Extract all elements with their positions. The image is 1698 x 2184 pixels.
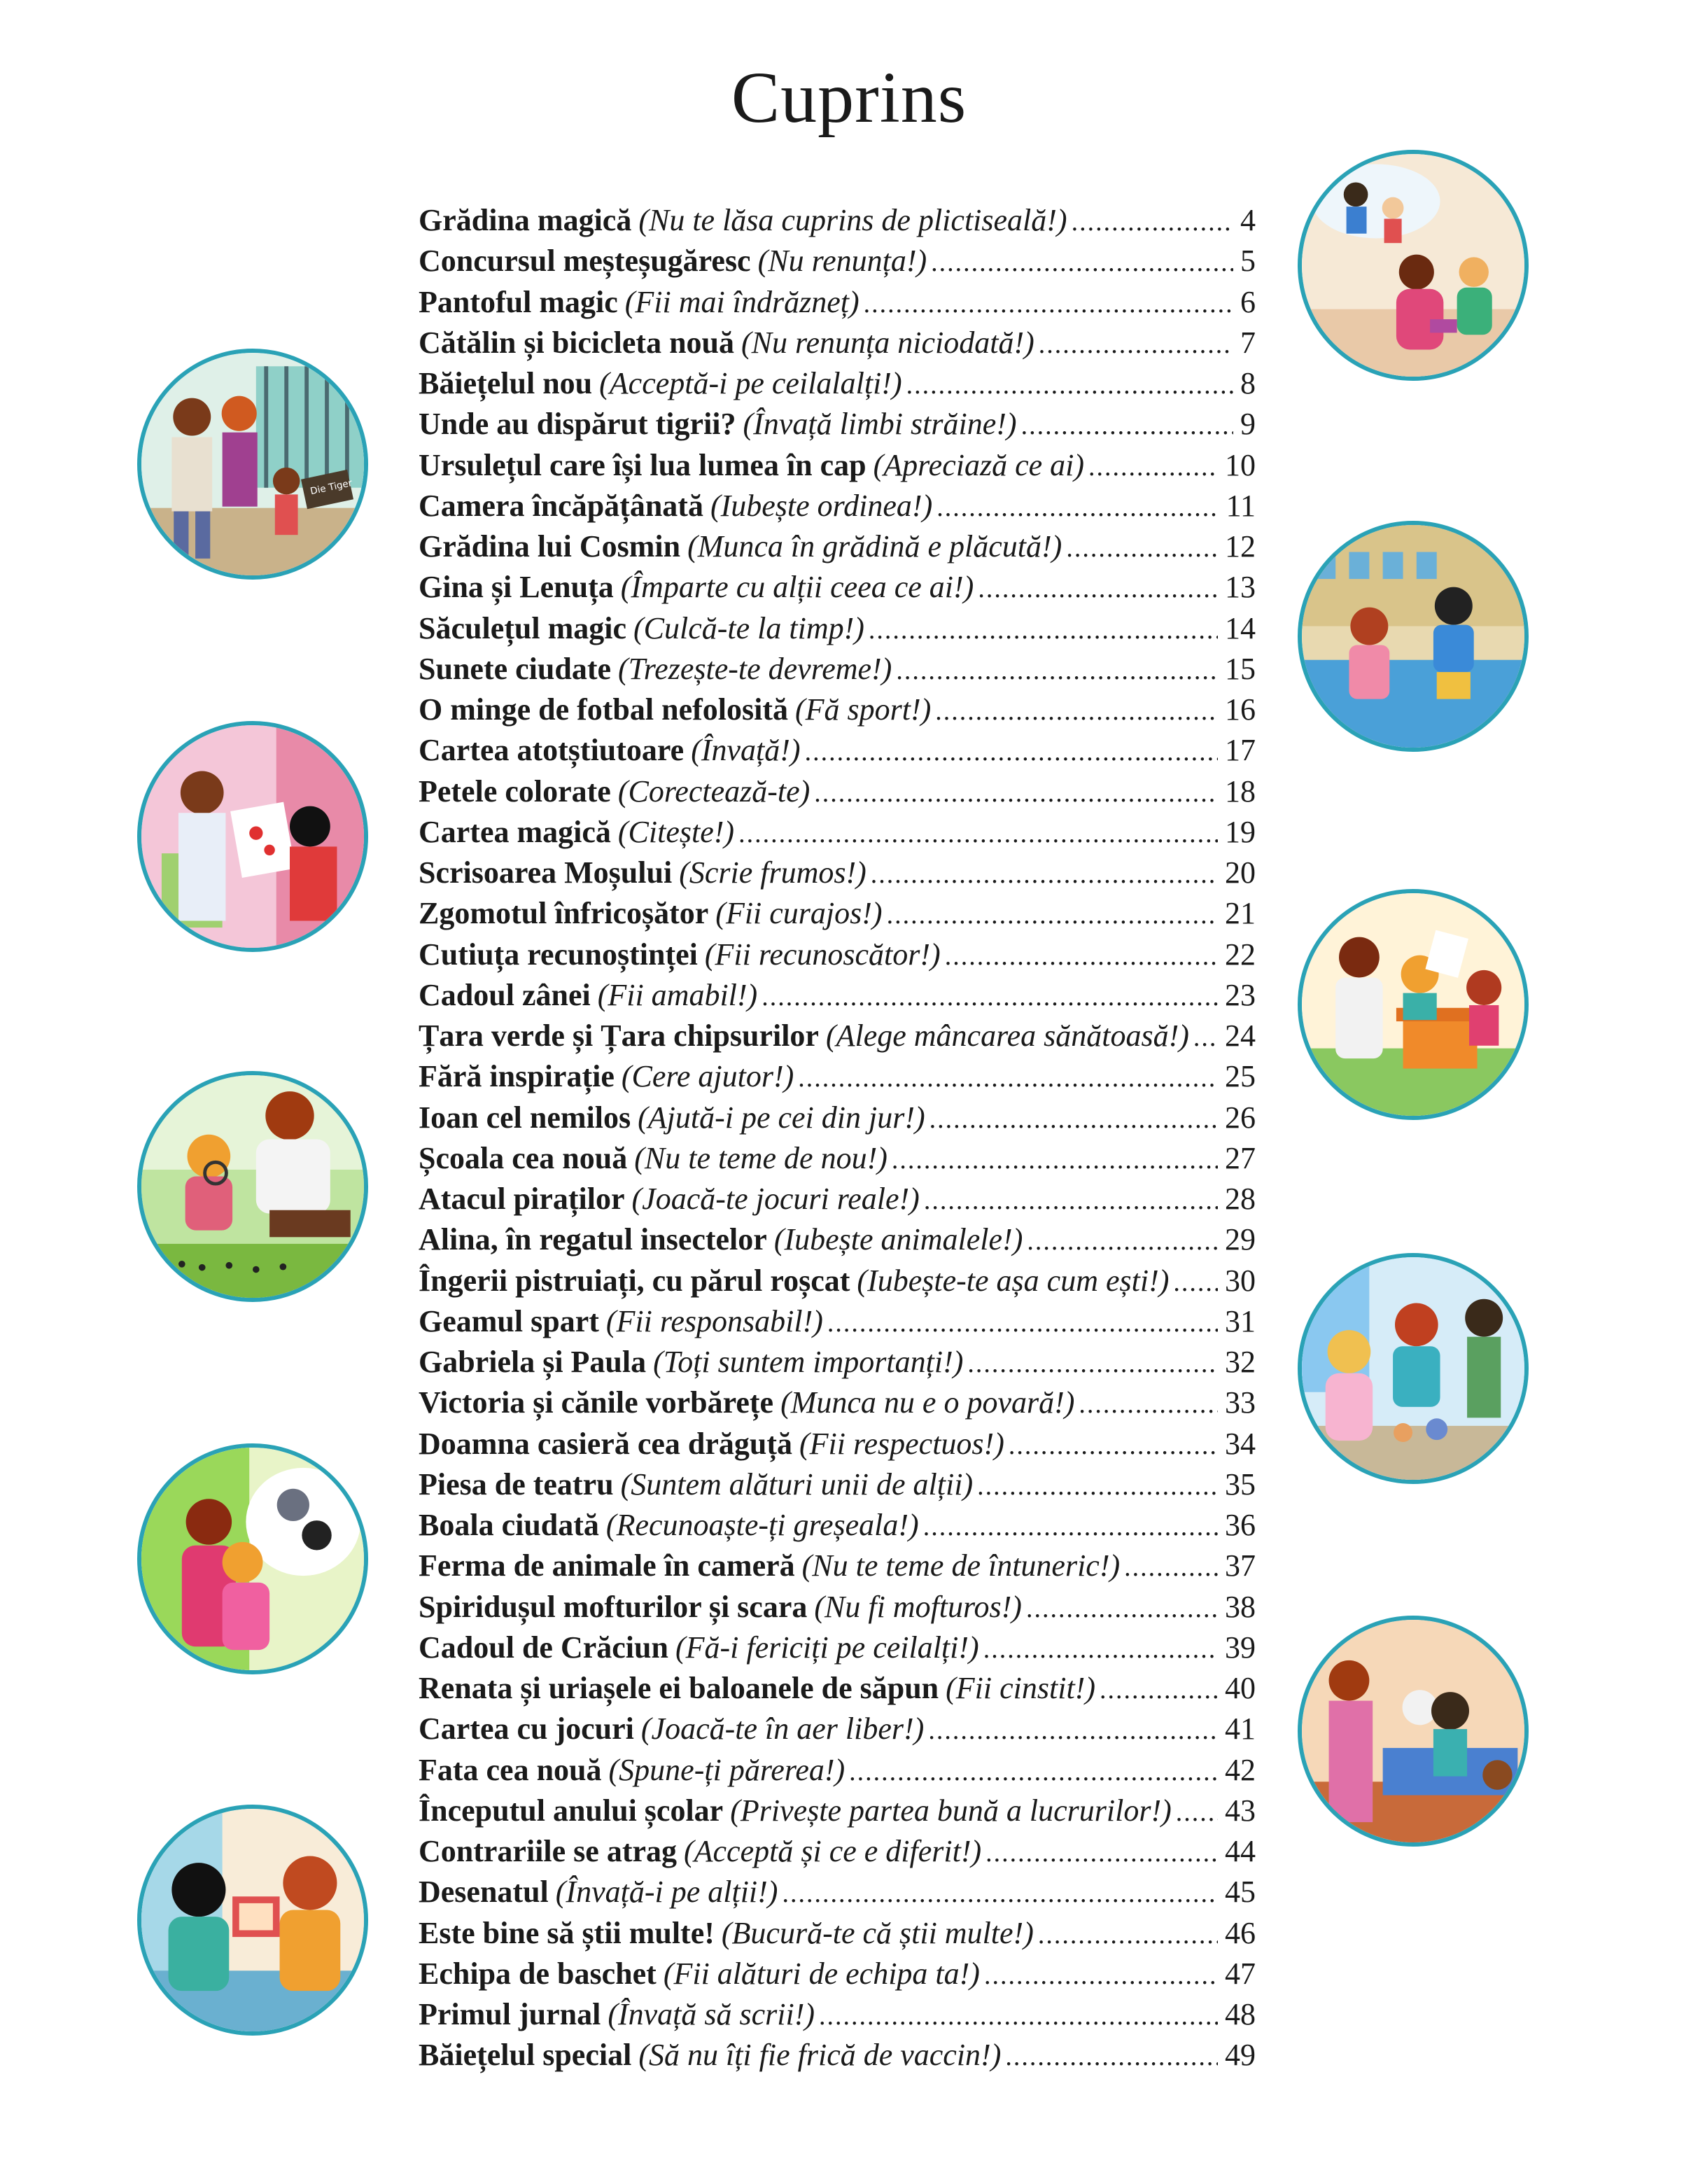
story-moral: (Iubește animalele!) <box>773 1222 1023 1257</box>
story-title: Pantoful magic <box>419 284 618 319</box>
story-moral: (Acceptă și ce e diferit!) <box>684 1834 982 1868</box>
dot-leader <box>1193 1017 1218 1056</box>
dot-leader <box>887 895 1218 934</box>
toc-entry[interactable] <box>419 1301 1256 1342</box>
page-number: 32 <box>1225 1345 1256 1379</box>
page-number: 38 <box>1225 1589 1256 1624</box>
page-number: 4 <box>1240 203 1256 237</box>
page-number: 19 <box>1225 814 1256 849</box>
dot-leader <box>924 1180 1218 1219</box>
story-title: Școala cea nouă <box>419 1140 628 1175</box>
dot-leader <box>896 650 1218 690</box>
story-title: Cartea atotștiutoare <box>419 733 685 768</box>
page-number: 13 <box>1225 570 1256 605</box>
page-number: 10 <box>1225 447 1256 482</box>
dot-leader <box>923 1506 1218 1546</box>
story-title: Grădina lui Cosmin <box>419 529 681 564</box>
page-number: 41 <box>1225 1712 1256 1746</box>
dot-leader <box>984 1955 1218 1994</box>
dot-leader <box>869 610 1218 649</box>
story-moral: (Fii cinstit!) <box>946 1671 1095 1705</box>
story-moral: (Apreciază ce ai) <box>873 447 1085 482</box>
toc-entry[interactable] <box>419 1342 1256 1382</box>
story-title: Desenatul <box>419 1875 549 1910</box>
toc-entry[interactable] <box>419 404 1256 444</box>
story-moral: (Recunoaște-ți greșeala!) <box>605 1508 919 1542</box>
toc-entry[interactable] <box>419 1709 1256 1749</box>
page-number: 35 <box>1225 1466 1256 1502</box>
page-number: 30 <box>1225 1263 1256 1298</box>
story-title: Boala ciudată <box>419 1508 599 1542</box>
dot-leader <box>1088 447 1218 486</box>
story-title: Este bine să știi multe! <box>419 1915 715 1950</box>
story-moral: (Toți suntem importanți!) <box>653 1345 964 1379</box>
page-number: 25 <box>1225 1059 1256 1094</box>
story-moral: (Să nu îți fie frică de vaccin!) <box>638 2038 1002 2073</box>
dot-leader <box>1039 324 1233 363</box>
dot-leader <box>936 487 1219 526</box>
story-title: Scrisoarea Moșului <box>419 855 673 890</box>
story-title: Sunete ciudate <box>419 651 611 686</box>
page-number: 34 <box>1225 1426 1256 1461</box>
dot-leader <box>931 242 1233 281</box>
story-moral: (Nu renunța niciodată!) <box>741 325 1034 360</box>
toc-entry[interactable] <box>419 1505 1256 1546</box>
toc-entry[interactable] <box>419 1016 1256 1056</box>
story-title: Atacul piraților <box>419 1182 625 1216</box>
dot-leader <box>805 732 1218 771</box>
toc-entry[interactable] <box>419 853 1256 893</box>
story-title: O minge de fotbal nefolosită <box>419 692 788 727</box>
story-moral: (Fii alături de echipa ta!) <box>663 1956 980 1991</box>
story-title: Geamul spart <box>419 1303 599 1338</box>
story-title: Cartea cu jocuri <box>419 1712 634 1746</box>
page-number: 6 <box>1240 284 1256 319</box>
story-moral: (Joacă-te în aer liber!) <box>640 1712 925 1746</box>
illustration-gift-box <box>1298 889 1529 1120</box>
story-title: Renata și uriașele ei baloanele de săpun <box>419 1671 939 1705</box>
dot-leader <box>1100 1670 1218 1709</box>
page-number: 31 <box>1225 1303 1256 1338</box>
story-moral: (Fii amabil!) <box>597 977 758 1012</box>
dot-leader <box>819 1996 1218 2035</box>
story-moral: (Învață!) <box>691 733 801 768</box>
page-number: 39 <box>1225 1630 1256 1665</box>
story-title: Doamna casieră cea drăguță <box>419 1426 793 1461</box>
story-moral: (Învață limbi străine!) <box>743 407 1017 442</box>
dot-leader <box>871 854 1218 893</box>
story-moral: (Fii respectuos!) <box>799 1426 1004 1461</box>
page-number: 21 <box>1225 896 1256 931</box>
story-moral: (Alege mâncarea sănătoasă!) <box>825 1018 1189 1053</box>
dot-leader <box>929 1099 1218 1138</box>
story-title: Ursulețul care își lua lumea în cap <box>419 447 866 482</box>
story-moral: (Învață-i pe alții!) <box>555 1875 778 1910</box>
page-number: 37 <box>1225 1548 1256 1583</box>
page-number: 33 <box>1225 1385 1256 1420</box>
dot-leader <box>1009 1425 1218 1464</box>
toc-entry[interactable] <box>419 282 1256 323</box>
illustration-cat-dream <box>137 1443 368 1674</box>
story-moral: (Munca nu e o povară!) <box>780 1385 1075 1420</box>
dot-leader <box>798 1058 1218 1097</box>
page-number: 26 <box>1225 1100 1256 1135</box>
dot-leader <box>782 1873 1218 1912</box>
story-title: Începutul anului școlar <box>419 1793 724 1828</box>
toc-entry[interactable] <box>419 1261 1256 1301</box>
page-number: 9 <box>1240 407 1256 442</box>
page-number: 29 <box>1225 1222 1256 1257</box>
page-number: 46 <box>1225 1915 1256 1950</box>
dot-leader <box>1079 1384 1218 1423</box>
toc-entry[interactable] <box>419 771 1256 812</box>
dot-leader <box>864 284 1233 323</box>
toc-entry[interactable] <box>419 323 1256 363</box>
illustration-kids-photo <box>137 1805 368 2036</box>
illustration-dolls-toys <box>1298 1253 1529 1484</box>
story-moral: (Corectează-te) <box>617 774 811 808</box>
story-title: Gina și Lenuța <box>419 570 614 605</box>
page-number: 28 <box>1225 1182 1256 1216</box>
story-moral: (Fii curajos!) <box>715 896 883 931</box>
toc-entry[interactable] <box>419 1098 1256 1138</box>
dot-leader <box>1176 1792 1218 1831</box>
dot-leader <box>762 976 1218 1016</box>
page-number: 43 <box>1225 1793 1256 1828</box>
toc-entry[interactable] <box>419 363 1256 404</box>
page-title: Cuprins <box>731 57 967 138</box>
story-title: Îngerii pistruiați, cu părul roșcat <box>419 1263 850 1298</box>
story-moral: (Împarte cu alții ceea ce ai!) <box>620 570 974 605</box>
toc-entry[interactable] <box>419 1791 1256 1831</box>
story-title: Fata cea nouă <box>419 1752 602 1787</box>
story-moral: (Spune-ți părerea!) <box>608 1752 846 1787</box>
page-number: 23 <box>1225 977 1256 1012</box>
table-of-contents <box>419 200 1256 2076</box>
story-title: Țara verde și Țara chipsurilor <box>419 1018 819 1053</box>
page-number: 42 <box>1225 1752 1256 1787</box>
story-moral: (Joacă-te jocuri reale!) <box>631 1182 920 1216</box>
page-number: 8 <box>1240 366 1256 400</box>
dot-leader <box>1038 1914 1218 1954</box>
dot-leader <box>1005 2036 1218 2076</box>
dot-leader <box>892 1140 1218 1179</box>
illustration-girls-playground <box>1298 521 1529 752</box>
story-title: Contrariile se atrag <box>419 1834 677 1868</box>
story-title: Concursul meșteșugăresc <box>419 244 751 279</box>
story-moral: (Ajută-i pe cei din jur!) <box>638 1100 925 1135</box>
dot-leader <box>738 813 1218 853</box>
story-title: Ioan cel nemilos <box>419 1100 631 1135</box>
toc-entry[interactable] <box>419 486 1256 526</box>
dot-leader <box>935 691 1218 730</box>
toc-entry[interactable] <box>419 1668 1256 1709</box>
story-moral: (Munca în grădină e plăcută!) <box>687 529 1062 564</box>
zoo-sign-text: Die Tiger <box>309 477 353 498</box>
story-moral: (Citește!) <box>617 814 735 849</box>
story-moral: (Privește partea bună a lucrurilor!) <box>730 1793 1172 1828</box>
story-moral: (Acceptă-i pe ceilalalți!) <box>599 366 902 400</box>
story-title: Cartea magică <box>419 814 611 849</box>
story-title: Petele colorate <box>419 774 611 808</box>
story-title: Fără inspirație <box>419 1059 615 1094</box>
story-title: Ferma de animale în cameră <box>419 1548 795 1583</box>
story-title: Victoria și cănile vorbărețe <box>419 1385 774 1420</box>
toc-entry[interactable] <box>419 2035 1256 2076</box>
page-number: 22 <box>1225 937 1256 972</box>
dot-leader <box>967 1343 1218 1382</box>
toc-entry[interactable] <box>419 1424 1256 1464</box>
toc-entry[interactable] <box>419 1750 1256 1791</box>
dot-leader <box>1066 528 1218 567</box>
toc-entry[interactable] <box>419 1587 1256 1628</box>
toc-entry[interactable] <box>419 1872 1256 1912</box>
illustration-magnifying-glass <box>137 1071 368 1302</box>
story-moral: (Fă-i fericiți pe ceilalți!) <box>675 1630 979 1665</box>
toc-entry[interactable] <box>419 1994 1256 2035</box>
page-number: 24 <box>1225 1018 1256 1053</box>
toc-entry[interactable] <box>419 1913 1256 1954</box>
toc-entry[interactable] <box>419 200 1256 241</box>
page-number: 11 <box>1226 488 1256 523</box>
page-number: 15 <box>1225 651 1256 686</box>
story-title: Grădina magică <box>419 203 632 237</box>
dot-leader <box>928 1710 1218 1749</box>
page-number: 48 <box>1225 1997 1256 2031</box>
story-title: Băiețelul special <box>419 2038 632 2073</box>
story-moral: (Nu te lăsa cuprins de plictiseală!) <box>638 203 1067 237</box>
dot-leader <box>945 936 1218 975</box>
toc-entry[interactable] <box>419 812 1256 853</box>
toc-entry[interactable] <box>419 1179 1256 1219</box>
story-title: Cătălin și bicicleta nouă <box>419 325 735 360</box>
story-title: Cadoul de Crăciun <box>419 1630 668 1665</box>
story-moral: (Nu te teme de întuneric!) <box>801 1548 1121 1583</box>
dot-leader <box>1026 1588 1218 1628</box>
story-moral: (Bucură-te că știi multe!) <box>721 1915 1034 1950</box>
dot-leader <box>978 568 1218 608</box>
page-number: 7 <box>1240 325 1256 360</box>
toc-entry[interactable] <box>419 567 1256 608</box>
toc-entry[interactable] <box>419 1546 1256 1586</box>
dot-leader <box>1124 1547 1218 1586</box>
story-moral: (Nu fi mofturos!) <box>814 1589 1022 1624</box>
toc-entry[interactable] <box>419 893 1256 934</box>
story-moral: (Cere ajutor!) <box>621 1059 794 1094</box>
story-moral: (Fă sport!) <box>794 692 932 727</box>
story-title: Echipa de baschet <box>419 1956 657 1991</box>
toc-entry[interactable] <box>419 1954 1256 1994</box>
story-title: Cutiuța recunoștinței <box>419 937 698 972</box>
page-number: 36 <box>1225 1508 1256 1542</box>
toc-entry[interactable] <box>419 934 1256 975</box>
page-number: 14 <box>1225 610 1256 645</box>
story-moral: (Învață să scrii!) <box>608 1997 815 2031</box>
story-moral: (Culcă-te la timp!) <box>633 610 864 645</box>
page-number: 5 <box>1240 244 1256 279</box>
story-moral: (Iubește ordinea!) <box>710 488 933 523</box>
story-title: Primul jurnal <box>419 1997 601 2031</box>
story-moral: (Trezește-te devreme!) <box>618 651 892 686</box>
toc-entry[interactable] <box>419 1056 1256 1097</box>
story-moral: (Suntem alături unii de alții) <box>620 1466 974 1502</box>
story-title: Zgomotul înfricoșător <box>419 896 709 931</box>
dot-leader <box>1027 1221 1218 1260</box>
toc-entry[interactable] <box>419 730 1256 771</box>
toc-entry[interactable] <box>419 975 1256 1016</box>
toc-entry[interactable] <box>419 1382 1256 1423</box>
story-title: Camera încăpățânată <box>419 488 703 523</box>
story-title: Spiridușul mofturilor și scara <box>419 1589 808 1624</box>
story-moral: (Scrie frumos!) <box>679 855 866 890</box>
toc-entry[interactable] <box>419 1464 1256 1505</box>
page-number: 16 <box>1225 692 1256 727</box>
story-moral: (Nu te teme de nou!) <box>634 1140 887 1175</box>
illustration-kids-playing <box>1298 150 1529 381</box>
dot-leader <box>827 1303 1218 1342</box>
dot-leader <box>985 1833 1218 1872</box>
toc-entry[interactable] <box>419 526 1256 567</box>
toc-entry[interactable] <box>419 241 1256 281</box>
page-number: 20 <box>1225 855 1256 890</box>
story-title: Piesa de teatru <box>419 1466 614 1502</box>
story-title: Gabriela și Paula <box>419 1345 647 1379</box>
page-number: 40 <box>1225 1671 1256 1705</box>
toc-entry[interactable] <box>419 1628 1256 1668</box>
story-title: Unde au dispărut tigrii? <box>419 407 736 442</box>
dot-leader <box>977 1466 1218 1505</box>
dot-leader <box>849 1751 1218 1791</box>
story-title: Săculețul magic <box>419 610 626 645</box>
dot-leader <box>983 1629 1218 1668</box>
story-title: Băiețelul nou <box>419 366 593 400</box>
illustration-boy-on-bed <box>1298 1616 1529 1847</box>
page-number: 17 <box>1225 733 1256 768</box>
dot-leader <box>1072 202 1233 241</box>
story-moral: (Fii recunoscător!) <box>704 937 941 972</box>
illustration-boy-drawing <box>137 721 368 952</box>
story-moral: (Nu renunța!) <box>757 244 927 279</box>
dot-leader <box>814 773 1218 812</box>
story-title: Alina, în regatul insectelor <box>419 1222 767 1257</box>
page-number: 27 <box>1225 1140 1256 1175</box>
page-number: 18 <box>1225 774 1256 808</box>
page-number: 12 <box>1225 529 1256 564</box>
toc-entry[interactable] <box>419 1219 1256 1260</box>
toc-entry[interactable] <box>419 608 1256 649</box>
toc-entry[interactable] <box>419 690 1256 730</box>
dot-leader <box>906 365 1233 404</box>
story-moral: (Fii mai îndrăzneț) <box>624 284 859 319</box>
toc-entry[interactable] <box>419 1138 1256 1179</box>
page-number: 44 <box>1225 1834 1256 1868</box>
page-number: 47 <box>1225 1956 1256 1991</box>
dot-leader <box>1173 1262 1218 1301</box>
page-number: 45 <box>1225 1875 1256 1910</box>
story-title: Cadoul zânei <box>419 977 591 1012</box>
page-number: 49 <box>1225 2038 1256 2073</box>
dot-leader <box>1021 405 1233 444</box>
toc-entry[interactable] <box>419 445 1256 486</box>
toc-entry[interactable] <box>419 649 1256 690</box>
story-moral: (Iubește-te așa cum ești!) <box>857 1263 1170 1298</box>
illustration-zoo-family <box>137 349 368 580</box>
toc-entry[interactable] <box>419 1831 1256 1872</box>
story-moral: (Fii responsabil!) <box>605 1303 823 1338</box>
